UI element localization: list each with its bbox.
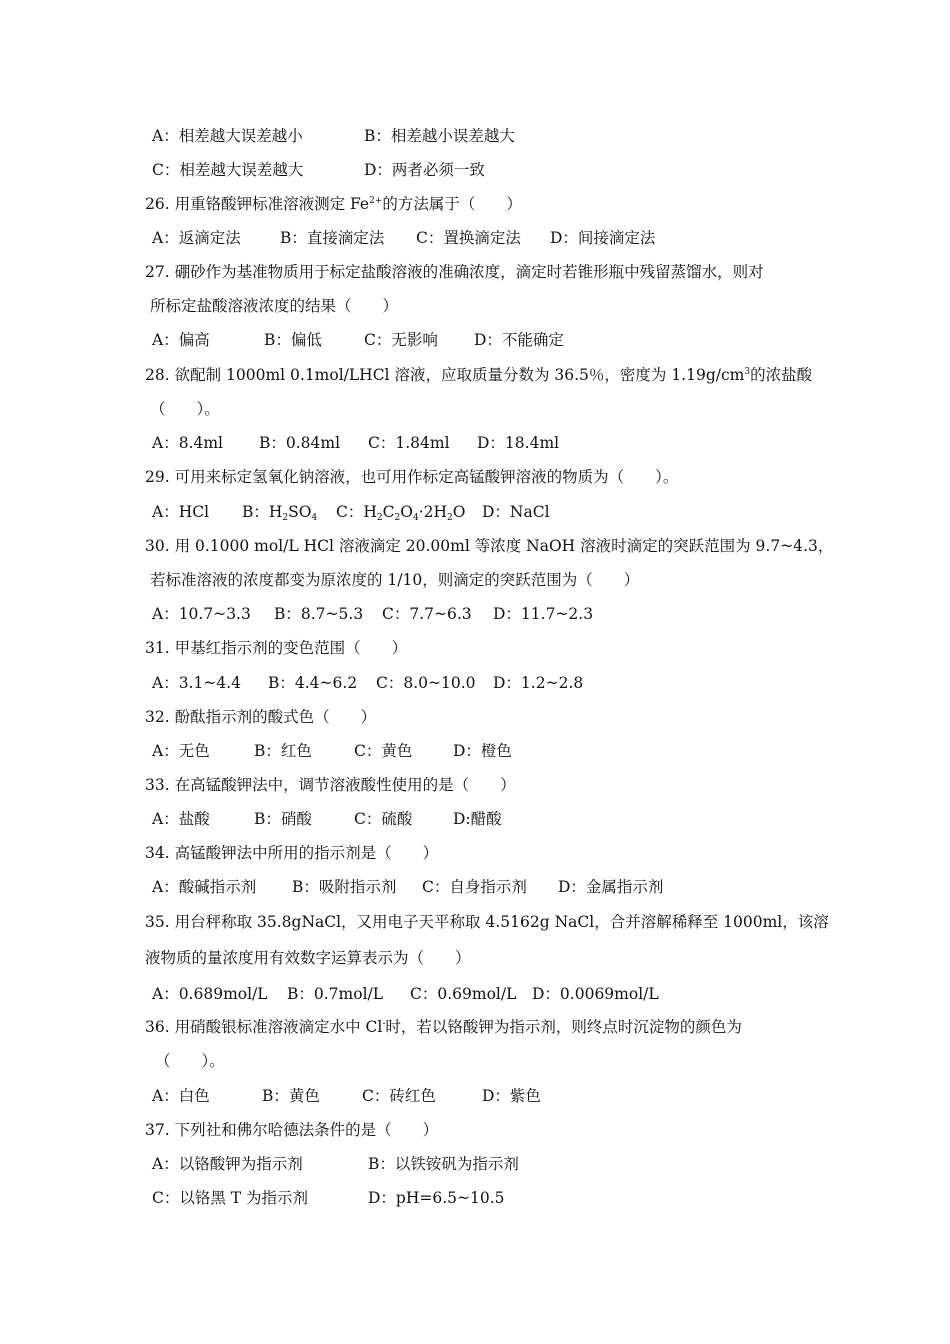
option-c: C：1.84ml [368, 434, 450, 452]
superscript: 2+ [369, 196, 383, 206]
question-30: 30. 用 0.1000 mol/L HCl 溶液滴定 20.00ml 等浓度 NaOH 溶液时滴定的突跃范围为 9.7~4.3， [145, 537, 834, 555]
option-d: D：两者必须一致 [364, 161, 485, 179]
subscript: 2 [447, 513, 453, 523]
question-36-continued: （ ）。 [155, 1052, 225, 1070]
option-b: B：8.7~5.3 [274, 605, 364, 623]
question-27: 27. 硼砂作为基准物质用于标定盐酸溶液的准确浓度，滴定时若锥形瓶中残留蒸馏水，则对 [145, 263, 764, 281]
option-d: D：pH=6.5~10.5 [368, 1189, 505, 1207]
option-a: A：偏高 [152, 331, 210, 349]
subscript: 2 [282, 513, 289, 523]
option-a: A：盐酸 [152, 810, 210, 828]
option-d: D：18.4ml [477, 434, 560, 452]
formula-part: C：H [336, 503, 377, 521]
subscript: 2 [376, 513, 383, 523]
option-d: D：间接滴定法 [550, 229, 656, 247]
question-28 [145, 365, 812, 385]
option-a: A：无色 [152, 742, 210, 760]
option-b: B：直接滴定法 [280, 229, 385, 247]
option-c: C：0.69mol/L [410, 985, 517, 1003]
superscript: 3 [744, 367, 751, 377]
option-b: B：偏低 [264, 331, 322, 349]
option-c: C：以铬黑 T 为指示剂 [152, 1189, 309, 1207]
option-c: C：相差越大误差越大 [152, 161, 304, 179]
option-a: A：酸碱指示剂 [152, 878, 257, 896]
option-a: A：HCl [152, 503, 210, 521]
option-b: B：相差越小误差越大 [364, 127, 515, 145]
option-a: A：白色 [152, 1087, 210, 1105]
question-text: 28. 欲配制 1000ml 0.1mol/LHCl 溶液，应取质量分数为 36.5％，密度为 1.19g/cm [145, 366, 745, 384]
question-27-continued: 所标定盐酸溶液浓度的结果（ ） [150, 297, 399, 315]
question-text: 的浓盐酸 [750, 366, 813, 384]
option-c: C：砖红色 [362, 1087, 436, 1105]
option-c: C：无影响 [364, 331, 438, 349]
option-c: C：自身指示剂 [422, 878, 527, 896]
option-a: A：3.1~4.4 [152, 674, 241, 692]
question-37: 37. 下列社和佛尔哈德法条件的是（ ） [145, 1121, 439, 1139]
question-35: 35. 用台秤称取 35.8gNaCl，又用电子天平称取 4.5162g NaCl，合并溶解稀释至 1000ml，该溶 [145, 913, 829, 931]
question-31: 31. 甲基红指示剂的变色范围（ ） [145, 639, 408, 657]
option-a: A：8.4ml [152, 434, 223, 452]
option-a: A：10.7~3.3 [152, 605, 251, 623]
option-a: A：相差越大误差越小 [152, 127, 303, 145]
question-30-continued: 若标准溶液的浓度都变为原浓度的 1/10，则滴定的突跃范围为（ ） [150, 571, 640, 589]
question-29: 29. 可用来标定氢氧化钠溶液，也可用作标定高锰酸钾溶液的物质为（ ）。 [145, 468, 679, 486]
subscript: 2 [394, 513, 401, 523]
option-b: B：硝酸 [254, 810, 312, 828]
option-c: C：黄色 [354, 742, 413, 760]
option-d: D：金属指示剂 [558, 878, 664, 896]
option-b [242, 502, 317, 522]
formula-part: B：H [242, 503, 283, 521]
formula-part: O [452, 503, 466, 521]
option-c: C：置换滴定法 [416, 229, 521, 247]
subscript: 4 [311, 513, 318, 523]
option-d: D：11.7~2.3 [493, 605, 594, 623]
question-text: 36. 用硝酸银标准溶液滴定水中 Cl [145, 1018, 383, 1036]
option-b: B：4.4~6.2 [268, 674, 358, 692]
option-b: B：红色 [254, 742, 312, 760]
option-b: B：吸附指示剂 [292, 878, 397, 896]
formula-part: SO [288, 503, 312, 521]
option-b: B：以铁铵矾为指示剂 [368, 1155, 519, 1173]
question-28-continued: （ ）。 [150, 400, 220, 418]
formula-part: O [400, 503, 413, 521]
question-32: 32. 酚酞指示剂的酸式色（ ） [145, 708, 377, 726]
option-a: A：0.689mol/L [152, 985, 268, 1003]
option-d: D：橙色 [453, 742, 512, 760]
formula-part: ·2H [418, 503, 447, 521]
option-c: C：8.0~10.0 [376, 674, 476, 692]
option-d: D：0.0069mol/L [532, 985, 659, 1003]
option-b: B：0.7mol/L [287, 985, 384, 1003]
question-35-continued: 液物质的量浓度用有效数字运算表示为（ ） [145, 949, 471, 967]
option-a: A：返滴定法 [152, 229, 241, 247]
option-d: D：不能确定 [474, 331, 564, 349]
option-d: D：1.2~2.8 [493, 674, 584, 692]
option-b: B：0.84ml [259, 434, 341, 452]
option-d: D：NaCl [482, 503, 550, 521]
question-text: 的方法属于（ ） [382, 195, 522, 213]
superscript: - [382, 1019, 386, 1029]
question-33: 33. 在高锰酸钾法中，调节溶液酸性使用的是（ ） [145, 776, 516, 794]
option-b: B：黄色 [262, 1087, 320, 1105]
question-text: 26. 用重铬酸钾标准溶液测定 Fe [145, 195, 370, 213]
option-c: C：硫酸 [354, 810, 413, 828]
option-d: D：紫色 [482, 1087, 541, 1105]
option-c [336, 502, 465, 522]
formula-part: C [382, 503, 395, 521]
question-26 [145, 194, 522, 214]
option-a: A：以铬酸钾为指示剂 [152, 1155, 303, 1173]
option-c: C：7.7~6.3 [382, 605, 472, 623]
subscript: 4 [412, 513, 419, 523]
question-text: 时，若以铬酸钾为指示剂，则终点时沉淀物的颜色为 [385, 1018, 742, 1036]
question-36 [145, 1017, 742, 1037]
question-34: 34. 高锰酸钾法中所用的指示剂是（ ） [145, 844, 439, 862]
option-d: D:醋酸 [453, 810, 502, 828]
